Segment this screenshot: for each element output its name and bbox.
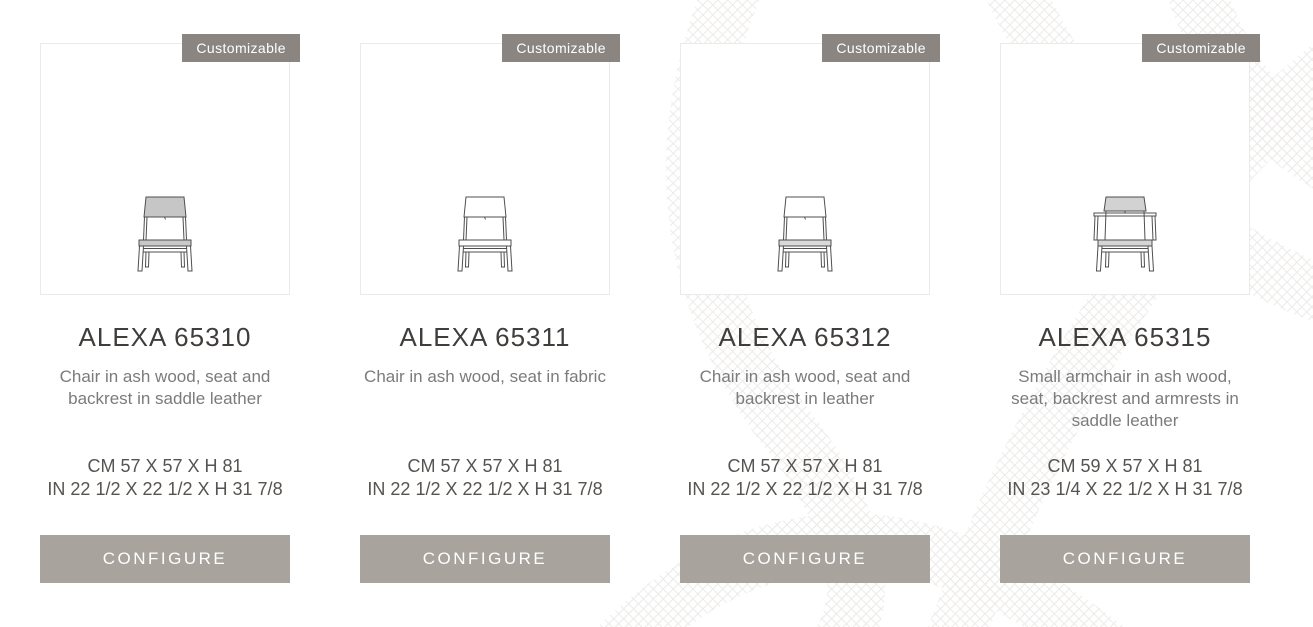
- product-image-link[interactable]: [360, 40, 610, 295]
- product-card: [680, 40, 930, 583]
- product-description: Chair in ash wood, seat and backrest in saddle leather: [59, 367, 271, 408]
- configure-button[interactable]: CONFIGURE: [1000, 535, 1250, 583]
- customizable-badge: Customizable: [822, 34, 940, 62]
- product-grid: [40, 40, 1250, 583]
- product-title[interactable]: ALEXA 65315: [1038, 322, 1212, 352]
- product-title[interactable]: ALEXA 65312: [718, 322, 892, 352]
- product-image-link[interactable]: [40, 40, 290, 295]
- product-description: Chair in ash wood, seat in fabric: [364, 367, 606, 386]
- chair-line-drawing: [681, 196, 929, 272]
- configure-button[interactable]: CONFIGURE: [40, 535, 290, 583]
- product-image-link[interactable]: [680, 40, 930, 295]
- dimensions-in: IN 23 1/4 X 22 1/2 X H 31 7/8: [1007, 479, 1243, 499]
- chair-line-drawing: [361, 196, 609, 272]
- product-title[interactable]: ALEXA 65310: [78, 322, 252, 352]
- product-dimensions: [680, 455, 930, 501]
- product-description: Small armchair in ash wood, seat, backrest and armrests in saddle leather: [1011, 367, 1239, 430]
- configure-button[interactable]: CONFIGURE: [680, 535, 930, 583]
- dimensions-cm: CM 57 X 57 X H 81: [727, 456, 883, 476]
- armchair-line-drawing: [1001, 196, 1249, 272]
- dimensions-cm: CM 57 X 57 X H 81: [407, 456, 563, 476]
- customizable-badge: Customizable: [1142, 34, 1260, 62]
- product-dimensions: [1000, 455, 1250, 501]
- chair-line-drawing: [41, 196, 289, 272]
- product-image-link[interactable]: [1000, 40, 1250, 295]
- product-card: [360, 40, 610, 583]
- product-dimensions: [40, 455, 290, 501]
- dimensions-in: IN 22 1/2 X 22 1/2 X H 31 7/8: [687, 479, 923, 499]
- dimensions-cm: CM 57 X 57 X H 81: [87, 456, 243, 476]
- configure-button[interactable]: CONFIGURE: [360, 535, 610, 583]
- product-card: [1000, 40, 1250, 583]
- dimensions-in: IN 22 1/2 X 22 1/2 X H 31 7/8: [47, 479, 283, 499]
- product-title[interactable]: ALEXA 65311: [399, 322, 571, 352]
- product-dimensions: [360, 455, 610, 501]
- product-card: [40, 40, 290, 583]
- product-description: Chair in ash wood, seat and backrest in leather: [699, 367, 911, 408]
- customizable-badge: Customizable: [502, 34, 620, 62]
- dimensions-cm: CM 59 X 57 X H 81: [1047, 456, 1203, 476]
- dimensions-in: IN 22 1/2 X 22 1/2 X H 31 7/8: [367, 479, 603, 499]
- customizable-badge: Customizable: [182, 34, 300, 62]
